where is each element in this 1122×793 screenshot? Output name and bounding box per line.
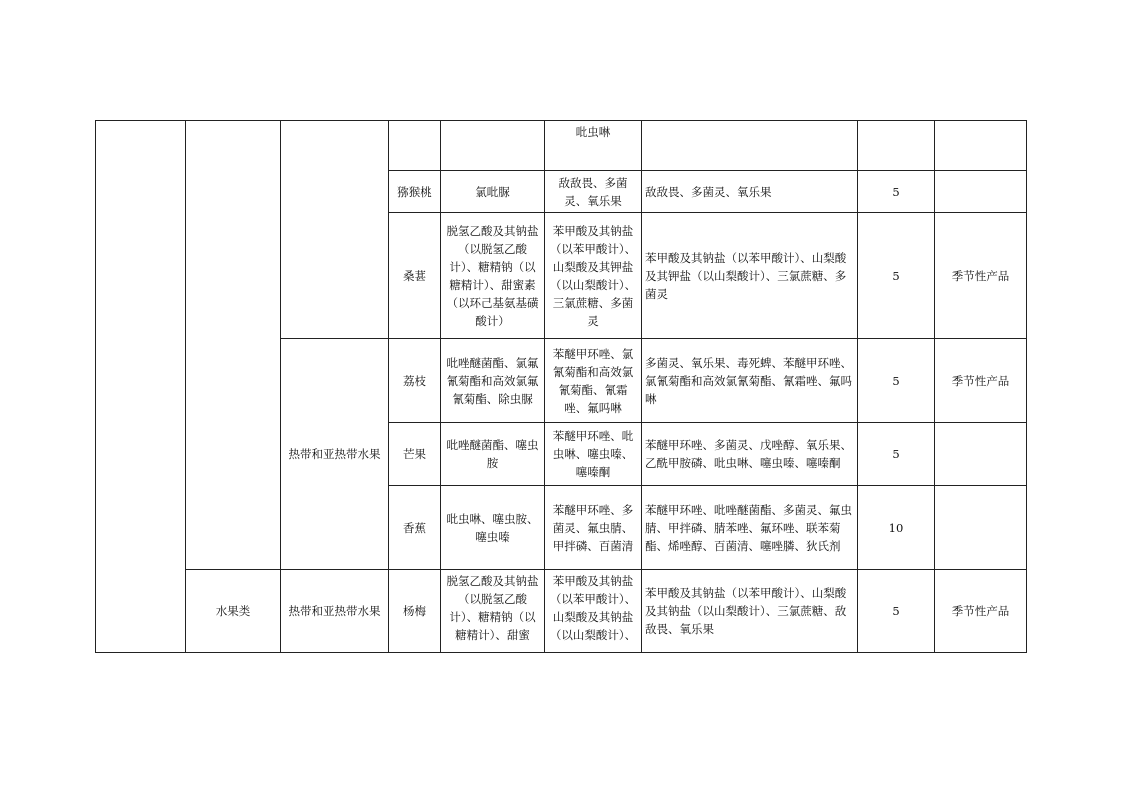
- pesticide-items-cell: 苯醚甲环唑、氯氰菊酯和高效氯氰菊酯、氰霜唑、氟吗啉: [545, 339, 642, 423]
- pesticide-items-cell: 苯醚甲环唑、吡虫啉、噻虫嗪、噻嗪酮: [545, 423, 642, 486]
- pesticide-items-cell: 敌敌畏、多菌灵、氧乐果: [545, 171, 642, 213]
- limit-items-cell: 吡虫啉、噻虫胺、噻虫嗪: [441, 486, 545, 570]
- count-cell: 5: [858, 570, 935, 653]
- remark-cell: [935, 171, 1027, 213]
- all-items-cell: 苯甲酸及其钠盐（以苯甲酸计）、山梨酸及其钾盐（以山梨酸计）、三氯蔗糖、多菌灵: [642, 213, 858, 339]
- remark-cell: [935, 423, 1027, 486]
- limit-items-cell: 吡唑醚菌酯、噻虫胺: [441, 423, 545, 486]
- product-cell: 荔枝: [389, 339, 441, 423]
- all-items-cell: 苯甲酸及其钠盐（以苯甲酸计）、山梨酸及其钠盐（以山梨酸计）、三氯蔗糖、敌敌畏、氧乐果: [642, 570, 858, 653]
- product-cell: 芒果: [389, 423, 441, 486]
- count-cell: 10: [858, 486, 935, 570]
- count-cell: [858, 121, 935, 171]
- all-items-cell: [642, 121, 858, 171]
- table-row: [96, 570, 1027, 653]
- subtype-cell: 热带和亚热带水果: [281, 339, 389, 570]
- inspection-table: [95, 120, 1027, 653]
- product-cell: 香蕉: [389, 486, 441, 570]
- pesticide-items-cell: 苯甲酸及其钠盐（以苯甲酸计）、山梨酸及其钾盐（以山梨酸计）、三氯蔗糖、多菌灵: [545, 213, 642, 339]
- product-cell: 猕猴桃: [389, 171, 441, 213]
- product-cell: 杨梅: [389, 570, 441, 653]
- limit-items-cell: 氯吡脲: [441, 171, 545, 213]
- limit-items-cell: 脱氢乙酸及其钠盐（以脱氢乙酸计）、糖精钠（以糖精计）、甜蜜: [441, 570, 545, 653]
- remark-cell: [935, 486, 1027, 570]
- subtype-cell: 热带和亚热带水果: [281, 570, 389, 653]
- remark-cell: 季节性产品: [935, 339, 1027, 423]
- table-row: [96, 121, 1027, 171]
- product-cell: 桑葚: [389, 213, 441, 339]
- all-items-cell: 敌敌畏、多菌灵、氧乐果: [642, 171, 858, 213]
- pesticide-items-cell: 苯醚甲环唑、多菌灵、氟虫腈、甲拌磷、百菌清: [545, 486, 642, 570]
- product-cell: [389, 121, 441, 171]
- remark-cell: 季节性产品: [935, 213, 1027, 339]
- type-cell: [186, 121, 281, 570]
- count-cell: 5: [858, 423, 935, 486]
- all-items-cell: 苯醚甲环唑、多菌灵、戊唑醇、氧乐果、乙酰甲胺磷、吡虫啉、噻虫嗪、噻嗪酮: [642, 423, 858, 486]
- remark-cell: 季节性产品: [935, 570, 1027, 653]
- count-cell: 5: [858, 171, 935, 213]
- limit-items-cell: 脱氢乙酸及其钠盐（以脱氢乙酸计）、糖精钠（以糖精计）、甜蜜素（以环己基氨基磺酸计）: [441, 213, 545, 339]
- subtype-cell: [281, 121, 389, 339]
- remark-cell: [935, 121, 1027, 171]
- limit-items-cell: 吡唑醚菌酯、氯氟氰菊酯和高效氯氟氰菊酯、除虫脲: [441, 339, 545, 423]
- pesticide-items-cell: 苯甲酸及其钠盐（以苯甲酸计）、山梨酸及其钠盐（以山梨酸计）、: [545, 570, 642, 653]
- limit-items-cell: [441, 121, 545, 171]
- type-cell: 水果类: [186, 570, 281, 653]
- pesticide-items-cell: 吡虫啉: [545, 121, 642, 171]
- all-items-cell: 苯醚甲环唑、吡唑醚菌酯、多菌灵、氟虫腈、甲拌磷、腈苯唑、氟环唑、联苯菊酯、烯唑醇、百菌清、噻唑膦、狄氏剂: [642, 486, 858, 570]
- count-cell: 5: [858, 213, 935, 339]
- all-items-cell: 多菌灵、氧乐果、毒死蜱、苯醚甲环唑、氯氰菊酯和高效氯氰菊酯、氰霜唑、氟吗啉: [642, 339, 858, 423]
- count-cell: 5: [858, 339, 935, 423]
- category-cell: [96, 121, 186, 653]
